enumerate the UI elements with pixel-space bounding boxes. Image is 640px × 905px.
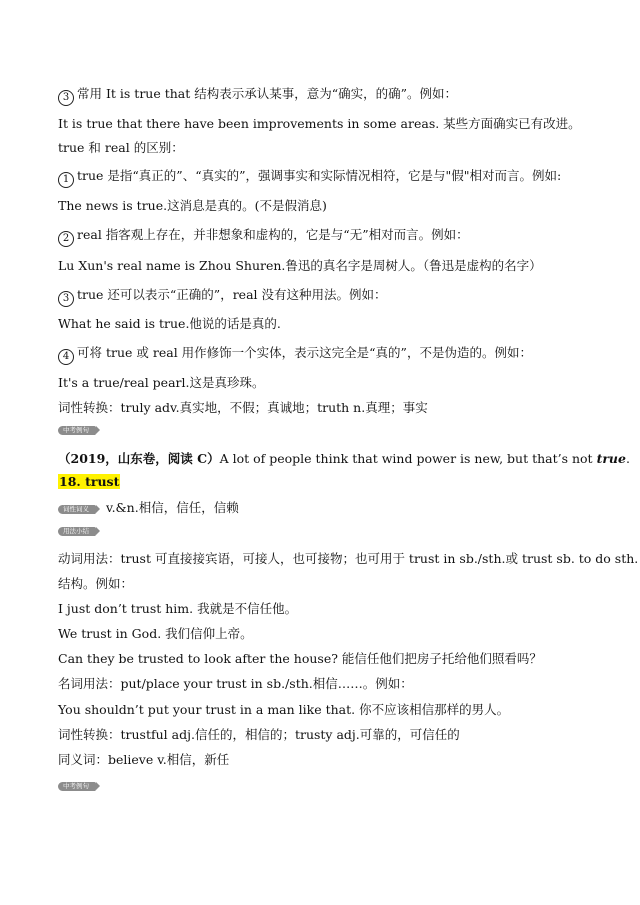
line-heading-diff: true 和 real 的区别：: [58, 140, 184, 155]
line-text: true 还可以表示“正确的”，real 没有这种用法。例如：: [77, 287, 387, 302]
line-point-2: [58, 227, 469, 247]
exam-example-badge: 中考例句: [58, 426, 96, 435]
badge-row: [58, 522, 96, 538]
line-text: 常用 It is true that 结构表示承认某事，意为“确实，的确”。例如：: [77, 86, 458, 101]
line-text: 可将 true 或 real 用作修饰一个实体，表示这完全是“真的”，不是伪造的。例如：: [77, 345, 532, 360]
line-noun-usage: 名词用法：put/place your trust in sb./sth.相信……。例如：: [58, 676, 413, 691]
exam-example-badge: 中考例句: [58, 782, 96, 791]
line-word-forms: 词性转换：truly adv.真实地，不假；真诚地；truth n.真理；事实: [58, 400, 428, 415]
emphasized-word: true: [596, 451, 626, 466]
line-example: The news is true.这消息是真的。(不是假消息): [58, 198, 327, 213]
line-text: v.&n.相信，信任，信赖: [106, 500, 239, 515]
exam-source: （2019，山东卷，阅读 C）: [58, 451, 220, 466]
circled-number: 3: [58, 291, 74, 307]
line-end: .: [625, 451, 630, 466]
line-example: Can they be trusted to look after the house? 能信任他们把房子托给他们照看吗？: [58, 651, 542, 666]
vocab-badge: 词性词义: [58, 505, 96, 514]
line-example: You shouldn’t put your trust in a man like that. 你不应该相信那样的男人。: [58, 702, 510, 717]
circled-number: 4: [58, 349, 74, 365]
line-usage-3: [58, 86, 457, 106]
line-point-4: [58, 345, 532, 365]
usage-summary-badge: 用法小结: [58, 527, 96, 536]
circled-number: 1: [58, 172, 74, 188]
line-example: It is true that there have been improvements in some areas. 某些方面确实已有改进。: [58, 116, 581, 131]
line-point-1: [58, 168, 561, 188]
line-point-3: [58, 287, 387, 307]
line-synonym: 同义词：believe v.相信，新任: [58, 752, 230, 767]
line-example: We trust in God. 我们信仰上帝。: [58, 626, 253, 641]
line-word-forms: 词性转换：trustful adj.信任的，相信的；trusty adj.可靠的，可信任的: [58, 727, 460, 742]
badge-row: [58, 777, 96, 793]
line-example: It's a true/real pearl.这是真珍珠。: [58, 375, 265, 390]
line-text: true 是指“真正的”、“真实的”，强调事实和实际情况相符，它是与"假"相对而言。例如:: [77, 168, 562, 183]
line-example: I just don’t trust him. 我就是不信任他。: [58, 601, 298, 616]
entry-heading: [58, 474, 120, 490]
line-exam-sentence: [58, 451, 630, 467]
line-definition: [58, 500, 239, 516]
badge-row: [58, 421, 96, 437]
circled-number: 3: [58, 90, 74, 106]
line-text: A lot of people think that wind power is new, but that’s not: [219, 451, 597, 466]
circled-number: 2: [58, 231, 74, 247]
line-example: What he said is true.他说的话是真的.: [58, 316, 281, 331]
line-structure: 结构。例如：: [58, 576, 134, 591]
line-text: real 指客观上存在，并非想象和虚构的，它是与“无”相对而言。例如：: [77, 227, 469, 242]
line-example: Lu Xun's real name is Zhou Shuren.鲁迅的真名字是周树人。（鲁迅是虚构的名字）: [58, 258, 542, 273]
line-verb-usage: 动词用法：trust 可直接接宾语，可接人，也可接物；也可用于 trust in sb./sth.或 trust sb. to do sth.: [58, 551, 639, 566]
entry-title-highlight: 18. trust: [59, 474, 120, 489]
